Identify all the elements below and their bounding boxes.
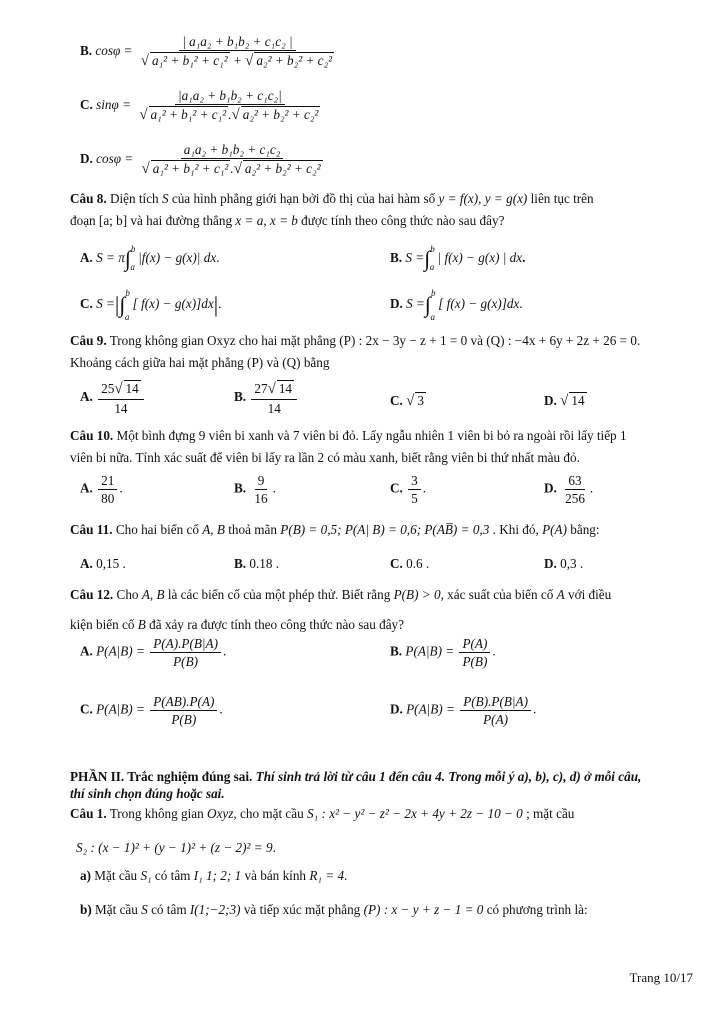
- q12-stem: [70, 580, 690, 640]
- sqrt-term-2: a₂² + b₂² + c₂²: [244, 161, 321, 177]
- stem-text: đoạn [a; b] và hai đường thẳng: [70, 213, 233, 228]
- fraction-numerator: 27√ 14: [251, 380, 297, 400]
- option-lhs: P(A|B) =: [96, 643, 145, 659]
- stem-text: liên tục trên: [530, 191, 594, 206]
- item-text: .: [344, 868, 348, 883]
- stem-text: xác suất của biến cố: [447, 587, 554, 602]
- fraction-denominator: P(A): [483, 712, 509, 728]
- option-label: D.: [544, 556, 557, 571]
- fraction-numerator: P(B).P(B|A): [460, 694, 531, 711]
- q9-option-a: [80, 380, 146, 416]
- q10-option-a: A. $\frac{21}{80}$ .: [80, 473, 123, 507]
- option-func: cosφ =: [95, 43, 133, 59]
- stem-text: đã xảy ra được tính theo công thức nào sau đây?: [149, 617, 405, 632]
- stem-text: Một bình đựng 9 viên bi xanh và 7 viên bi đỏ. Lấy ngẫu nhiên 1 viên bi bỏ ra ngoài rồi lấy tiếp 1: [116, 428, 627, 443]
- item-math: I(1;−2;3): [189, 902, 241, 917]
- stem-text: , cho mặt cầu: [233, 806, 304, 821]
- integral-lower: a: [130, 262, 135, 272]
- fraction-numerator: 63: [565, 473, 584, 490]
- option-label: A.: [80, 480, 93, 496]
- p2q1-item-a: [80, 868, 347, 884]
- item-math: (P) : x − y + z − 1 = 0: [363, 902, 484, 917]
- q9-option-c: C. √ 3: [390, 393, 424, 409]
- part2-header: [70, 768, 690, 802]
- p2q1-item-b: [80, 902, 588, 918]
- stem-text: của hình phẳng giới hạn bởi đồ thị của hai hàm số: [171, 191, 436, 206]
- stem-text: . Khi đó,: [492, 522, 539, 537]
- q11-option-b: [234, 556, 279, 572]
- q11-option-a: [80, 556, 126, 572]
- section-instruction: Thí sinh trả lời từ câu 1 đến câu 4. Trong mỗi ý a), b), c), d) ở mỗi câu,: [255, 769, 642, 784]
- item-math: S₁: [140, 868, 152, 883]
- integral-upper: b: [430, 244, 435, 254]
- stem-text: Trong không gian: [109, 806, 204, 821]
- question-label: Câu 12.: [70, 587, 114, 602]
- radicand: 3: [417, 393, 424, 408]
- sqrt-term-2: a₂² + b₂² + c₂²: [242, 107, 319, 123]
- option-label: A.: [80, 389, 93, 405]
- option-fraction: [138, 34, 337, 70]
- integral-upper: b: [130, 244, 136, 254]
- den-operator: .: [230, 161, 234, 177]
- fraction-numerator: 25√ 14: [98, 380, 144, 400]
- question-label: Câu 10.: [70, 428, 114, 443]
- stem-math: P(B) > 0,: [393, 587, 444, 602]
- fraction-numerator: 21: [98, 473, 117, 490]
- fraction-numerator: 9: [255, 473, 268, 490]
- integral-body: | f(x) − g(x) | dx: [437, 250, 523, 265]
- stem-math: P(B) = 0,5; P(A| B) = 0,6; P(AB̅) = 0,3: [280, 522, 490, 537]
- integral-lower: a: [124, 312, 130, 322]
- stem-math: A: [556, 587, 565, 602]
- question-label: Câu 11.: [70, 522, 113, 537]
- sqrt-term-1: a₁² + b₁² + c₁²: [150, 107, 227, 123]
- q10-stem: [70, 425, 690, 469]
- stem-text: Khoảng cách giữa hai mặt phẳng (P) và (Q) bằng: [70, 355, 330, 370]
- integral-lower: a: [430, 312, 435, 322]
- q12-option-b: [390, 636, 496, 669]
- q8-option-b: [390, 244, 525, 272]
- option-label: D.: [544, 393, 557, 408]
- option-fraction: [251, 473, 270, 506]
- option-fraction: [139, 142, 326, 178]
- option-label: C.: [390, 393, 403, 408]
- option-label: B.: [80, 43, 93, 59]
- fraction-denominator: P(B): [171, 712, 197, 728]
- coef: 25: [101, 381, 115, 396]
- stem-math: A, B: [202, 522, 225, 537]
- question-label: Câu 1.: [70, 806, 107, 821]
- q11-option-c: [390, 556, 429, 572]
- option-lhs: S =: [96, 296, 115, 311]
- q12-option-d: [390, 694, 536, 727]
- stem-text: là các biến cố của một phép thử. Biết rằng: [167, 587, 391, 602]
- stem-math: (P) : 2x − 3y − z + 1 = 0: [339, 333, 468, 348]
- radicand: 14: [278, 381, 292, 396]
- p2q1-stem-line2: [76, 840, 276, 856]
- option-label: B.: [390, 643, 403, 659]
- fraction-denominator: 16: [254, 491, 268, 507]
- option-tail: .: [522, 250, 526, 265]
- integral-body: [ f(x) − g(x)]dx: [132, 296, 214, 311]
- fraction-numerator: P(A).P(B|A): [150, 636, 221, 653]
- option-tail: .: [222, 643, 227, 659]
- fraction-denominator: P(B): [173, 654, 199, 670]
- item-text: có tâm: [154, 868, 191, 883]
- integral-upper: b: [430, 288, 436, 298]
- radicand: 14: [571, 393, 585, 408]
- q11-option-d: [544, 556, 583, 572]
- option-label: B.: [234, 389, 247, 405]
- integral-lower: a: [429, 262, 435, 272]
- option-lhs: P(A|B) =: [96, 701, 145, 717]
- q11-stem: [70, 522, 600, 538]
- option-lhs: P(A|B) =: [406, 701, 455, 717]
- option-value: 0.6 .: [406, 556, 430, 571]
- q10-option-c: C. $\frac{3}{5}$ .: [390, 473, 427, 507]
- integral-sign: ∫: [424, 245, 431, 271]
- stem-text: với điều: [568, 587, 612, 602]
- fraction-denominator: √ a₁² + b₁² + c₁² .√ a₂² + b₂² + c₂²: [139, 107, 319, 124]
- option-lhs: S =: [405, 250, 425, 265]
- abs-bar: |: [114, 291, 120, 317]
- option-label: A.: [80, 643, 93, 659]
- sqrt-term-1: a₁² + b₁² + c₁²: [152, 161, 229, 177]
- integral-body: |f(x) − g(x)| dx: [138, 250, 217, 265]
- option-lhs: P(A|B) =: [405, 643, 455, 659]
- sqrt-term-1: a₁² + b₁² + c₁²: [152, 53, 228, 69]
- fraction-denominator: 256: [565, 491, 585, 507]
- option-lhs: S = π: [96, 250, 125, 265]
- option-label: A.: [80, 250, 93, 265]
- q9-stem: [70, 330, 690, 374]
- section-instruction: thí sinh chọn đúng hoặc sai.: [70, 786, 225, 801]
- q10-option-d: D. $\frac{63}{256}$ .: [544, 473, 594, 507]
- q10-option-b: B. $\frac{9}{16}$ .: [234, 473, 276, 507]
- den-operator: +: [232, 53, 242, 69]
- stem-math: x = b: [269, 213, 298, 228]
- option-label: D.: [80, 151, 93, 167]
- option-lhs: S =: [406, 296, 425, 311]
- item-text: Mặt cầu: [95, 902, 138, 917]
- fraction-denominator: √ a₁² + b₁² + c₁² + √ a₂² + b₂² + c₂²: [140, 53, 333, 70]
- stem-math: y = f(x): [438, 191, 479, 206]
- option-fraction: [408, 473, 421, 506]
- q7-option-b: [80, 34, 339, 70]
- q9-option-d: D. √ 14: [544, 393, 585, 409]
- option-fraction: [251, 380, 297, 416]
- fraction-denominator: 5: [411, 491, 418, 507]
- option-label: C.: [80, 97, 93, 113]
- stem-math: y = g(x): [484, 191, 528, 206]
- stem-text: ; mặt cầu: [526, 806, 575, 821]
- option-tail: .: [216, 250, 220, 265]
- stem-text: Cho hai biến cố: [115, 522, 199, 537]
- option-fraction: [98, 473, 117, 506]
- coef: 27: [254, 381, 268, 396]
- fraction-denominator: 14: [267, 401, 281, 417]
- q9-option-b: [234, 380, 299, 416]
- q8-option-c: [80, 288, 221, 322]
- sqrt-term-2: a₂² + b₂² + c₂²: [256, 53, 333, 69]
- q7-option-c: [80, 88, 325, 124]
- stem-text: và: [470, 333, 483, 348]
- item-math: S: [141, 902, 148, 917]
- option-label: A.: [80, 556, 93, 571]
- stem-text: .: [272, 840, 276, 855]
- option-label: D.: [544, 480, 557, 496]
- fraction-numerator: |a₁a₂ + b₁b₂ + c₁c₂|: [175, 88, 285, 105]
- abs-bar: |: [213, 291, 219, 317]
- stem-text: Diện tích: [109, 191, 159, 206]
- option-fraction: [150, 694, 217, 727]
- option-fraction: [98, 380, 144, 416]
- option-func: sinφ =: [96, 97, 132, 113]
- stem-math: S₁: [307, 806, 319, 821]
- item-text: Mặt cầu: [94, 868, 138, 883]
- option-tail: .: [519, 296, 523, 311]
- question-label: Câu 9.: [70, 333, 107, 348]
- item-text: và tiếp xúc mặt phẳng: [243, 902, 361, 917]
- fraction-denominator: √ a₁² + b₁² + c₁² .√ a₂² + b₂² + c₂²: [141, 161, 321, 178]
- stem-text: Cho: [116, 587, 139, 602]
- stem-math: : x² − y² − z² − 2x + 4y + 2z − 10 − 0: [321, 806, 523, 821]
- item-label: a): [80, 868, 91, 883]
- integral-upper: b: [125, 288, 130, 298]
- option-fraction: [460, 694, 531, 727]
- option-tail: .: [492, 643, 496, 659]
- item-label: b): [80, 902, 92, 917]
- option-tail: .: [219, 701, 223, 717]
- option-label: D.: [390, 296, 403, 311]
- item-math: R₁ = 4: [309, 868, 345, 883]
- option-value: 0,3 .: [560, 556, 584, 571]
- option-label: D.: [390, 701, 403, 717]
- stem-math: A, B: [141, 587, 165, 602]
- stem-math: B: [137, 617, 146, 632]
- q8-option-d: [390, 288, 523, 322]
- stem-text: viên bi nữa. Tính xác suất để viên bi lấy ra lần 2 có màu xanh, biết rằng viên bi thứ nhất màu đỏ.: [70, 450, 580, 465]
- integral-sign: ∫: [119, 291, 126, 317]
- stem-math: S: [161, 191, 169, 206]
- integral-body: [ f(x) − g(x)]dx: [438, 296, 520, 311]
- fraction-numerator: 3: [408, 473, 421, 490]
- q12-option-a: [80, 636, 226, 669]
- q8-stem: Câu 8. Diện tích S của hình phẳng giới hạn bởi đồ thị của hai hàm số y = f(x), y = g(x) liên tục trên đoạn [a; b] và hai đường thẳng x = a, x = b được tính theo công thức nào sau đây?: [70, 191, 594, 228]
- page-number: Trang 10/17: [629, 970, 693, 985]
- stem-text: Trong không gian Oxyz cho hai mặt phẳng: [109, 333, 336, 348]
- stem-math: (Q) : −4x + 6y + 2z + 26 = 0: [486, 333, 637, 348]
- option-label: C.: [390, 556, 403, 571]
- option-label: C.: [80, 701, 93, 717]
- fraction-numerator: | a₁a₂ + b₁b₂ + c₁c₂ |: [179, 34, 295, 51]
- option-func: cosφ =: [96, 151, 134, 167]
- stem-math: S₂: [76, 840, 88, 855]
- fraction-denominator: 80: [101, 491, 115, 507]
- option-tail: .: [218, 296, 222, 311]
- stem-text: kiện biến cố: [70, 617, 135, 632]
- stem-text: bằng:: [570, 522, 600, 537]
- option-fraction: [136, 88, 323, 124]
- stem-math: x = a: [235, 213, 264, 228]
- integral-sign: ∫: [124, 245, 131, 271]
- fraction-denominator: 14: [114, 401, 128, 417]
- item-math: I₁ 1; 2; 1: [193, 868, 242, 883]
- option-label: C.: [390, 480, 403, 496]
- question-label: Câu 8.: [70, 191, 107, 206]
- stem-math: : (x − 1)² + (y − 1)² + (z − 2)² = 9: [90, 840, 273, 855]
- option-value: 0,15 .: [96, 556, 126, 571]
- stem-text: thoả mãn: [228, 522, 277, 537]
- stem-text: .: [636, 333, 641, 348]
- option-label: B.: [234, 480, 247, 496]
- item-text: có tâm: [151, 902, 187, 917]
- option-value: 0.18 .: [249, 556, 280, 571]
- item-text: và bán kính: [244, 868, 307, 883]
- fraction-numerator: P(A): [459, 636, 490, 653]
- option-label: B.: [390, 250, 403, 265]
- radicand: 14: [125, 381, 139, 396]
- stem-text: được tính theo công thức nào sau đây?: [301, 213, 505, 228]
- den-operator: .: [228, 107, 232, 123]
- option-fraction: [562, 473, 588, 506]
- q7-option-d: [80, 142, 328, 178]
- fraction-numerator: a₁a₂ + b₁b₂ + c₁c₂: [181, 142, 284, 159]
- stem-math: Oxyz: [207, 806, 234, 821]
- stem-math: P(A): [542, 522, 567, 537]
- option-fraction: [150, 636, 221, 669]
- fraction-denominator: P(B): [462, 654, 488, 670]
- q8-option-a: [80, 244, 219, 272]
- p2q1-stem-line1: [70, 806, 574, 822]
- fraction-numerator: P(AB).P(A): [150, 694, 217, 711]
- stem-text: ,: [478, 191, 482, 206]
- option-tail: .: [532, 701, 537, 717]
- integral-sign: ∫: [424, 291, 431, 317]
- option-label: B.: [234, 556, 247, 571]
- option-fraction: [459, 636, 490, 669]
- q12-option-c: [80, 694, 223, 727]
- section-title: PHẦN II. Trắc nghiệm đúng sai.: [70, 769, 253, 784]
- option-label: C.: [80, 296, 93, 311]
- item-text: có phương trình là:: [486, 902, 588, 917]
